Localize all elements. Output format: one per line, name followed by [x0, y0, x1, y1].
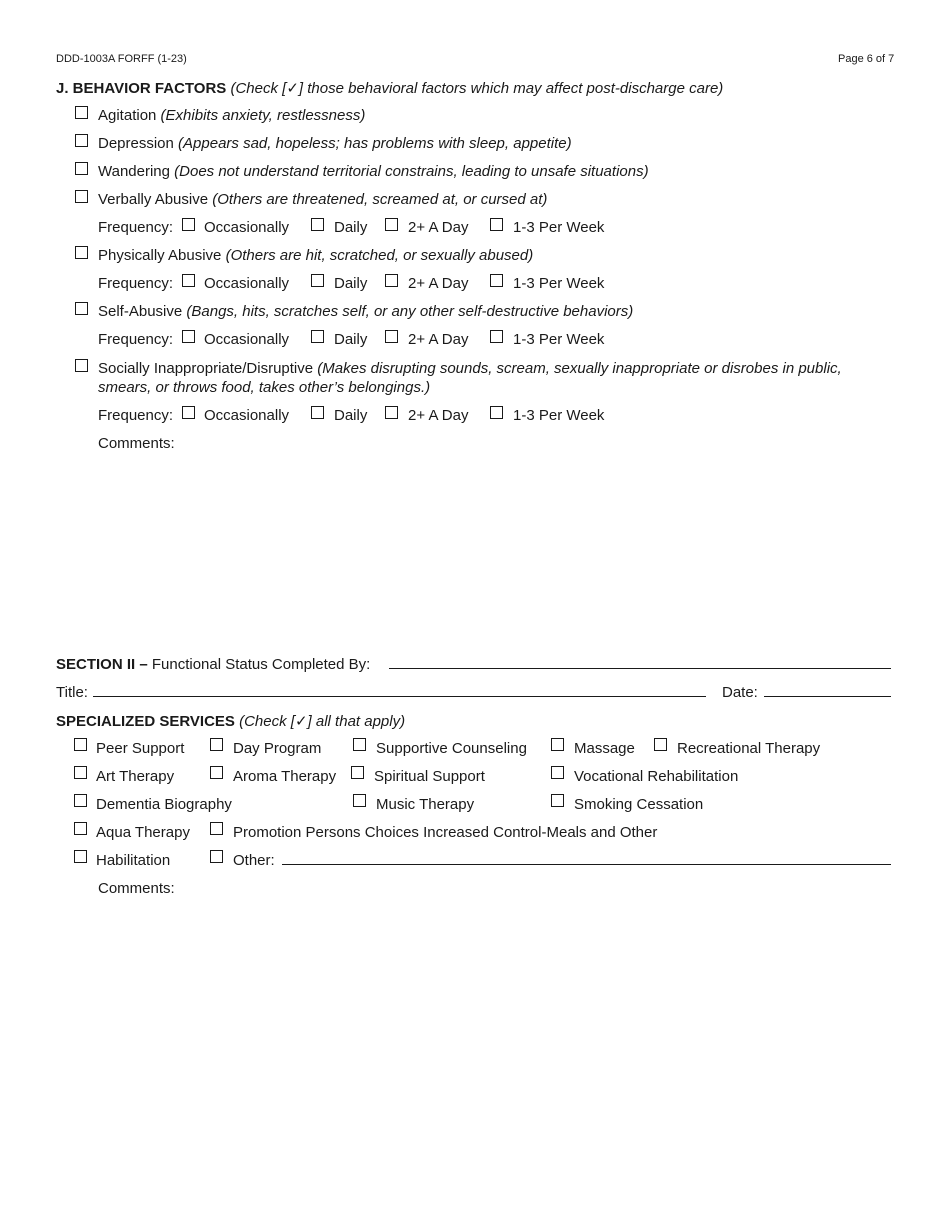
section-ii-title: SECTION II –: [56, 656, 148, 673]
services-comments-label: Comments:: [98, 880, 175, 897]
specialized-services-instructions: (Check [✓] all that apply): [239, 713, 406, 730]
freq-1-3-per-week-checkbox[interactable]: [490, 274, 503, 287]
depression-item: Depression (Appears sad, hopeless; has problems with sleep, appetite): [98, 135, 572, 152]
peer-support-checkbox[interactable]: [74, 738, 87, 751]
freq-occasionally-label: Occasionally: [204, 331, 290, 348]
title-field[interactable]: [93, 696, 706, 697]
freq-daily-checkbox[interactable]: [311, 330, 324, 343]
freq-daily-label: Daily: [334, 219, 368, 236]
wandering-checkbox[interactable]: [75, 162, 88, 175]
freq-2-a-day-label: 2+ A Day: [408, 331, 469, 348]
vocational-rehabilitation-label: Vocational Rehabilitation: [574, 768, 739, 785]
aroma-therapy-checkbox[interactable]: [210, 766, 223, 779]
art-therapy-checkbox[interactable]: [74, 766, 87, 779]
freq-2-a-day-label: 2+ A Day: [408, 275, 469, 292]
freq-1-3-per-week-label: 1-3 Per Week: [513, 219, 605, 236]
day-program-label: Day Program: [233, 740, 322, 757]
other-label: Other:: [233, 852, 275, 869]
music-therapy-checkbox[interactable]: [353, 794, 366, 807]
promotion-choices-label: Promotion Persons Choices Increased Control-Meals and Other: [233, 824, 658, 841]
checkmark-icon: ✓: [286, 80, 299, 97]
freq-occasionally-checkbox[interactable]: [182, 406, 195, 419]
other-field[interactable]: [282, 864, 891, 865]
page-number: Page 6 of 7: [838, 53, 895, 65]
recreational-therapy-checkbox[interactable]: [654, 738, 667, 751]
freq-occasionally-label: Occasionally: [204, 275, 290, 292]
massage-checkbox[interactable]: [551, 738, 564, 751]
completed-by-label: Functional Status Completed By:: [151, 656, 371, 673]
aqua-therapy-checkbox[interactable]: [74, 822, 87, 835]
physically-abusive-checkbox[interactable]: [75, 246, 88, 259]
aqua-therapy-label: Aqua Therapy: [96, 824, 190, 841]
freq-occasionally-checkbox[interactable]: [182, 274, 195, 287]
freq-1-3-per-week-label: 1-3 Per Week: [513, 407, 605, 424]
habilitation-checkbox[interactable]: [74, 850, 87, 863]
freq-daily-checkbox[interactable]: [311, 218, 324, 231]
freq-1-3-per-week-checkbox[interactable]: [490, 330, 503, 343]
promotion-choices-checkbox[interactable]: [210, 822, 223, 835]
freq-1-3-per-week-label: 1-3 Per Week: [513, 275, 605, 292]
services-comments-area[interactable]: [98, 900, 888, 1100]
smoking-cessation-label: Smoking Cessation: [574, 796, 704, 813]
freq-2-a-day-label: 2+ A Day: [408, 407, 469, 424]
freq-daily-checkbox[interactable]: [311, 406, 324, 419]
frequency-label: Frequency:: [98, 275, 174, 292]
other-checkbox[interactable]: [210, 850, 223, 863]
freq-1-3-per-week-label: 1-3 Per Week: [513, 331, 605, 348]
form-id: DDD-1003A FORFF (1-23): [56, 53, 187, 65]
freq-daily-label: Daily: [334, 275, 368, 292]
checkmark-icon: ✓: [294, 713, 308, 730]
habilitation-label: Habilitation: [96, 852, 171, 869]
date-field[interactable]: [764, 696, 891, 697]
freq-daily-label: Daily: [334, 407, 368, 424]
section-j-title: J. BEHAVIOR FACTORS: [56, 80, 227, 97]
dementia-biography-label: Dementia Biography: [96, 796, 232, 813]
socially-inappropriate-item: Socially Inappropriate/Disruptive (Makes disrupting sounds, scream, sexually inappropriate or disrobes in public,: [98, 360, 842, 377]
freq-daily-label: Daily: [334, 331, 368, 348]
freq-2-a-day-checkbox[interactable]: [385, 330, 398, 343]
verbally-abusive-checkbox[interactable]: [75, 190, 88, 203]
wandering-item: Wandering (Does not understand territorial constrains, leading to unsafe situations): [98, 163, 649, 180]
freq-2-a-day-label: 2+ A Day: [408, 219, 469, 236]
agitation-item: Agitation (Exhibits anxiety, restlessness): [98, 107, 366, 124]
peer-support-label: Peer Support: [96, 740, 185, 757]
section-ii-heading: [56, 656, 370, 673]
self-abusive-checkbox[interactable]: [75, 302, 88, 315]
frequency-label: Frequency:: [98, 331, 174, 348]
freq-occasionally-checkbox[interactable]: [182, 330, 195, 343]
spiritual-support-checkbox[interactable]: [351, 766, 364, 779]
recreational-therapy-label: Recreational Therapy: [677, 740, 821, 757]
freq-1-3-per-week-checkbox[interactable]: [490, 218, 503, 231]
behavior-comments-label: Comments:: [98, 435, 175, 452]
freq-daily-checkbox[interactable]: [311, 274, 324, 287]
freq-2-a-day-checkbox[interactable]: [385, 406, 398, 419]
socially-inappropriate-checkbox[interactable]: [75, 359, 88, 372]
physically-abusive-item: Physically Abusive (Others are hit, scratched, or sexually abused): [98, 247, 534, 264]
vocational-rehabilitation-checkbox[interactable]: [551, 766, 564, 779]
spiritual-support-label: Spiritual Support: [374, 768, 485, 785]
freq-occasionally-label: Occasionally: [204, 219, 290, 236]
freq-2-a-day-checkbox[interactable]: [385, 274, 398, 287]
freq-occasionally-label: Occasionally: [204, 407, 290, 424]
freq-1-3-per-week-checkbox[interactable]: [490, 406, 503, 419]
socially-inappropriate-desc-cont: smears, or throws food, takes other’s belongings.): [98, 379, 431, 396]
aroma-therapy-label: Aroma Therapy: [233, 768, 337, 785]
verbally-abusive-item: Verbally Abusive (Others are threatened, screamed at, or cursed at): [98, 191, 548, 208]
behavior-comments-area[interactable]: [98, 455, 888, 635]
specialized-services-heading: [56, 712, 405, 730]
agitation-checkbox[interactable]: [75, 106, 88, 119]
frequency-label: Frequency:: [98, 219, 174, 236]
dementia-biography-checkbox[interactable]: [74, 794, 87, 807]
music-therapy-label: Music Therapy: [376, 796, 475, 813]
section-j-heading: [56, 79, 723, 97]
completed-by-field[interactable]: [389, 668, 891, 669]
supportive-counseling-checkbox[interactable]: [353, 738, 366, 751]
smoking-cessation-checkbox[interactable]: [551, 794, 564, 807]
art-therapy-label: Art Therapy: [96, 768, 175, 785]
title-label: Title:: [56, 684, 88, 701]
depression-checkbox[interactable]: [75, 134, 88, 147]
date-label: Date:: [722, 684, 758, 701]
supportive-counseling-label: Supportive Counseling: [376, 740, 527, 757]
section-j-instructions: (Check [✓] those behavioral factors which may affect post-discharge care): [230, 80, 724, 97]
self-abusive-item: Self-Abusive (Bangs, hits, scratches self, or any other self-destructive behaviors): [98, 303, 634, 320]
freq-2-a-day-checkbox[interactable]: [385, 218, 398, 231]
frequency-label: Frequency:: [98, 407, 174, 424]
day-program-checkbox[interactable]: [210, 738, 223, 751]
specialized-services-title: SPECIALIZED SERVICES: [56, 713, 235, 730]
freq-occasionally-checkbox[interactable]: [182, 218, 195, 231]
massage-label: Massage: [574, 740, 635, 757]
